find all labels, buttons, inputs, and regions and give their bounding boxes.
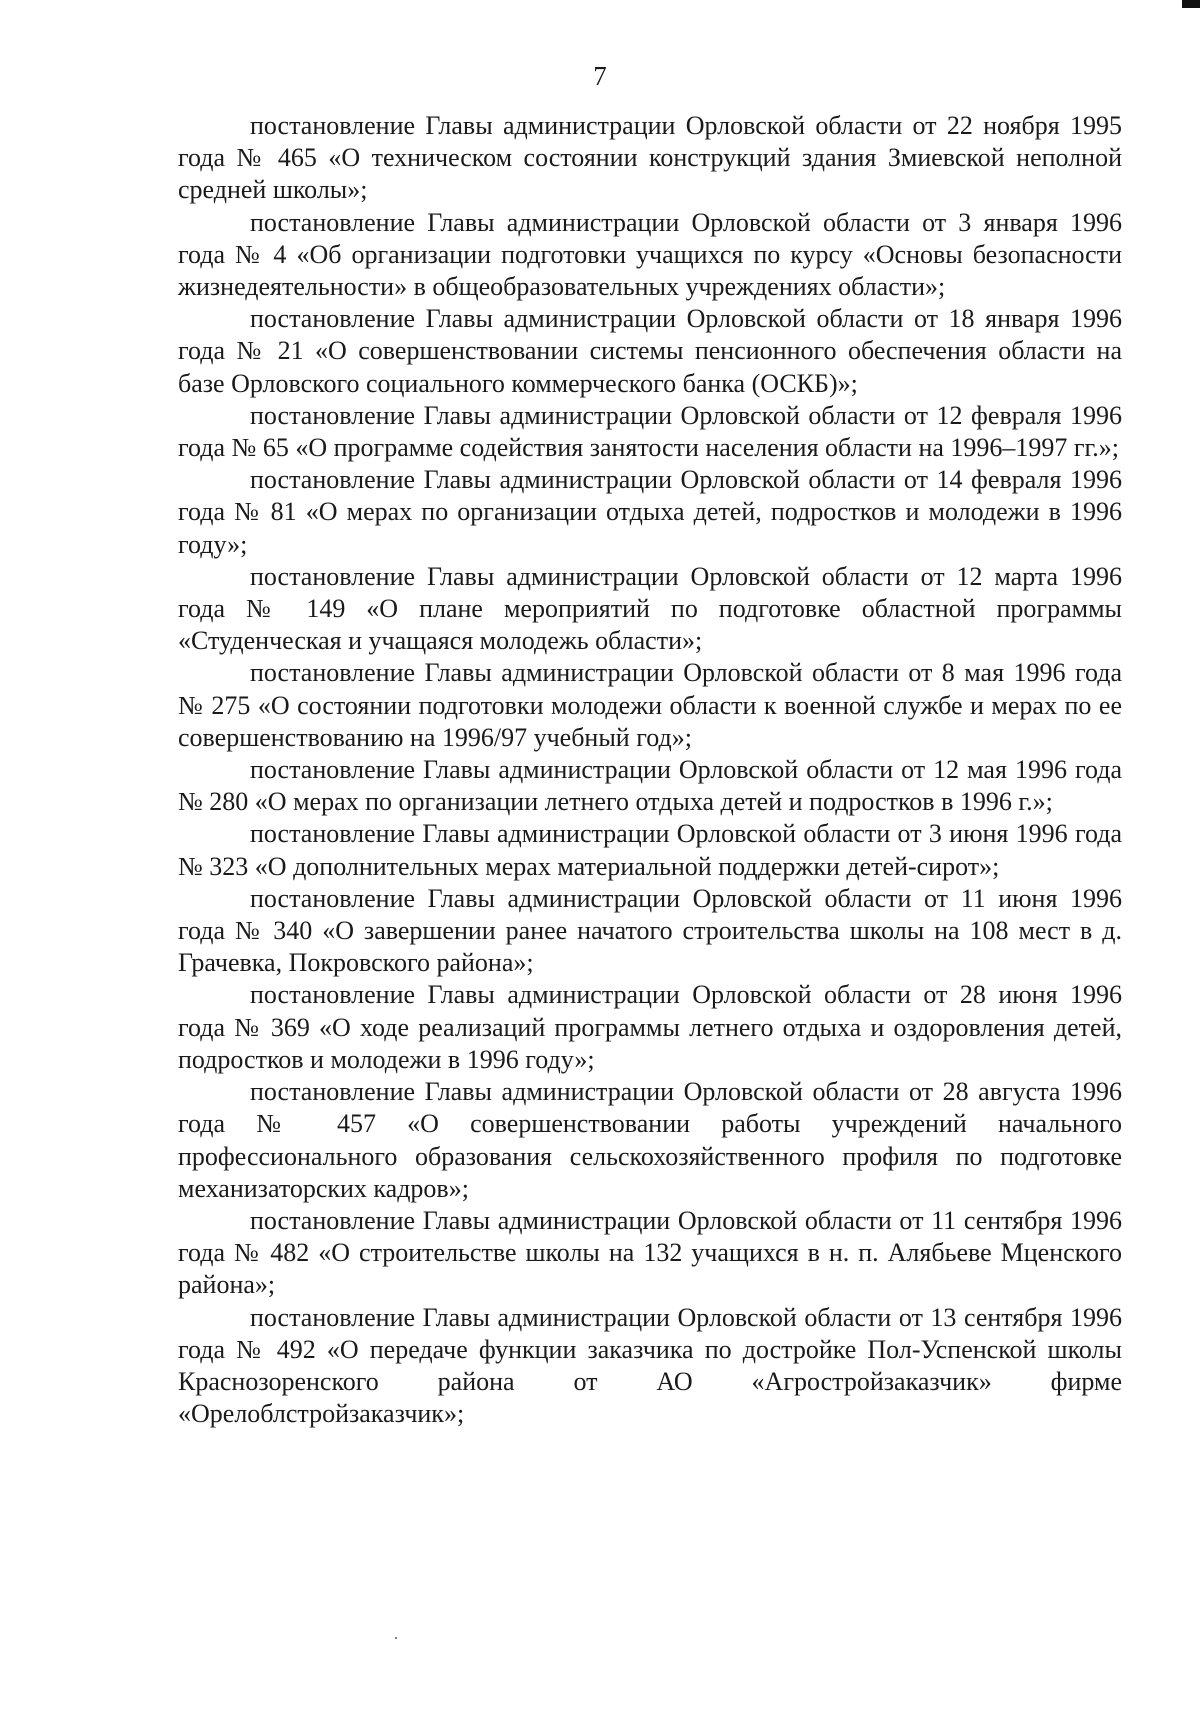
resolution-item: постановление Главы администрации Орловской области от 12 мая 1996 года № 280 «О мерах по организации летнего отдыха детей и подростков в 1996 г.»; — [178, 755, 1122, 817]
resolution-item: постановление Главы администрации Орловской области от 22 ноября 1995 года № 465 «О техническом состоянии конструкций здания Змиевской неполной средней школы»; — [178, 111, 1122, 205]
resolution-item: постановление Главы администрации Орловской области от 18 января 1996 года № 21 «О совершенствовании системы пенсионного обеспечения области на базе Орловского социального коммерческого банка (ОСКБ)»; — [178, 304, 1122, 398]
resolution-item: постановление Главы администрации Орловской области от 28 июня 1996 года № 369 «О ходе реализаций программы летнего отдыха и оздоровления детей, подростков и молодежи в 1996 году»; — [178, 980, 1122, 1074]
resolution-item: постановление Главы администрации Орловской области от 3 июня 1996 года № 323 «О дополнительных мерах материальной поддержки детей-сирот»; — [178, 819, 1122, 881]
resolution-item: постановление Главы администрации Орловской области от 11 июня 1996 года № 340 «О завершении ранее начатого строительства школы на 108 мест в д. Грачевка, Покровского района»; — [178, 883, 1122, 978]
resolution-item: постановление Главы администрации Орловской области от 3 января 1996 года № 4 «Об организации подготовки учащихся по курсу «Основы безопасности жизнедеятельности» в общеобразовательных учреждениях области»; — [178, 207, 1122, 302]
resolution-item: постановление Главы администрации Орловской области от 28 августа 1996 года № 457 «О совершенствовании работы учреждений начального профессионального образования сельскохозяйственного профиля по подготовке механизаторских кадров»; — [178, 1077, 1122, 1203]
scan-speck — [395, 1637, 397, 1639]
resolution-item: постановление Главы администрации Орловской области от 12 февраля 1996 года № 65 «О программе содействия занятости населения области на 1996–1997 гг.»; — [178, 400, 1122, 463]
resolution-item: постановление Главы администрации Орловской области от 12 марта 1996 года № 149 «О плане мероприятий по подготовке областной программы «Студенческая и учащаяся молодежь области»; — [178, 561, 1122, 656]
document-body — [178, 110, 1122, 1430]
scan-corner-mark — [1182, 0, 1200, 8]
page-number: 7 — [593, 61, 607, 91]
resolution-item: постановление Главы администрации Орловской области от 11 сентября 1996 года № 482 «О строительстве школы на 132 учащихся в н. п. Алябьеве Мценского района»; — [178, 1205, 1122, 1300]
resolution-item: постановление Главы администрации Орловской области от 13 сентября 1996 года № 492 «О передаче функции заказчика по достройке Пол-Успенской школы Краснозоренского района от АО «Агростройзаказчик» фирме «Орелоблстройзаказчик»; — [178, 1302, 1122, 1429]
resolution-item: постановление Главы администрации Орловской области от 8 мая 1996 года № 275 «О состоянии подготовки молодежи области к военной службе и мерах по ее совершенствованию на 1996/97 учебный год»; — [178, 658, 1122, 752]
resolution-item: постановление Главы администрации Орловской области от 14 февраля 1996 года № 81 «О мерах по организации отдыха детей, подростков и молодежи в 1996 году»; — [178, 465, 1122, 559]
